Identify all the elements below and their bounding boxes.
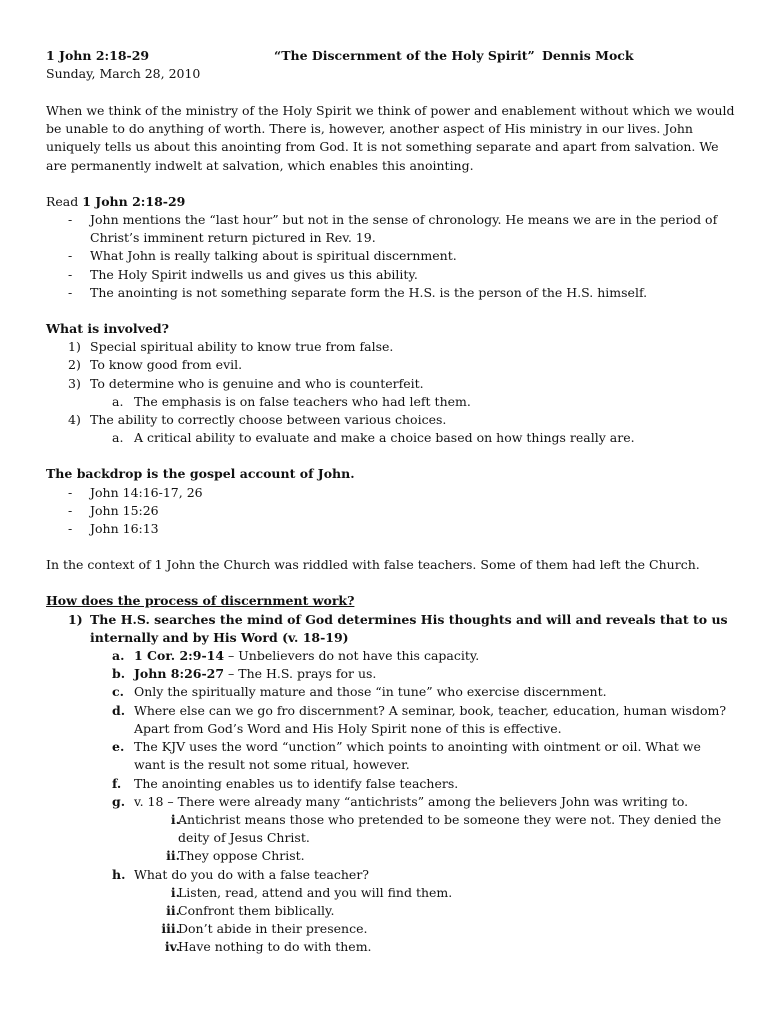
list-item-text: John mentions the “last hour” but not in the sense of chronology. He means we are in the period of Christ’s imminent return pictured in Rev. 19. <box>90 212 718 246</box>
dash-marker: - <box>68 266 73 282</box>
list-item-text: – Unbelievers do not have this capacity. <box>224 648 480 664</box>
list-marker: 1) <box>68 339 81 355</box>
roman-list-item <box>134 902 736 920</box>
list-marker: i. <box>170 884 180 900</box>
list-item <box>46 247 736 265</box>
list-marker: ii. <box>166 848 180 864</box>
list-item-text: The anointing enables us to identify false teachers. <box>134 775 459 791</box>
list-item <box>46 520 736 538</box>
list-item-text: The anointing is not something separate form the H.S. is the person of the H.S. himself. <box>90 284 648 300</box>
list-item-text: The H.S. searches the mind of God determines His thoughts and will and reveals that to us internally and by His Word (v. 18-19) <box>90 611 728 645</box>
list-marker: a. <box>112 393 124 409</box>
sub-list-item <box>90 775 736 793</box>
list-marker: 4) <box>68 412 81 428</box>
list-marker: h. <box>112 866 126 882</box>
list-item-text: v. 18 – There were already many “antichrists” among the believers John was writing to. <box>134 793 689 809</box>
list-marker: a. <box>112 648 125 664</box>
sermon-title: “The Discernment of the Holy Spirit” <box>274 48 535 63</box>
sub-list-item <box>90 702 736 738</box>
list-item-text: Have nothing to do with them. <box>178 939 372 955</box>
list-item <box>46 611 736 957</box>
involved-heading: What is involved? <box>46 321 169 337</box>
sub-list <box>90 429 736 447</box>
list-item-text: Confront them biblically. <box>178 902 335 918</box>
sub-list-item <box>90 866 736 957</box>
list-marker: a. <box>112 430 124 446</box>
list-item-text: Special spiritual ability to know true from false. <box>90 339 394 355</box>
involved-list <box>46 338 736 447</box>
list-item-text: To determine who is genuine and who is counterfeit. <box>90 375 424 391</box>
sub-list-item <box>90 393 736 411</box>
list-item <box>46 356 736 374</box>
read-prefix: Read <box>46 193 83 209</box>
dash-marker: - <box>68 521 73 537</box>
list-marker: b. <box>112 666 126 682</box>
intro-paragraph: When we think of the ministry of the Holy Spirit we think of power and enablement without which we would be unable to do anything of worth. There is, however, another aspect of His ministry in our lives. John uniquely tells us about this anointing from God. It is not something separate and apart from salvation. We are permanently indwelt at salvation, which enables this anointing. <box>46 103 735 173</box>
list-item <box>46 375 736 411</box>
roman-list-item <box>134 938 736 956</box>
list-item-text: John 14:16-17, 26 <box>90 484 203 500</box>
list-item-text: The emphasis is on false teachers who had left them. <box>134 393 471 409</box>
roman-list-item <box>134 920 736 938</box>
context-paragraph: In the context of 1 John the Church was riddled with false teachers. Some of them had left the Church. <box>46 557 700 573</box>
list-item-text: – The H.S. prays for us. <box>224 666 377 682</box>
process-heading: How does the process of discernment work? <box>46 593 355 609</box>
list-marker: 2) <box>68 357 81 373</box>
list-item <box>46 266 736 284</box>
read-points-list <box>46 211 736 302</box>
sub-list-item <box>90 647 736 665</box>
list-item-text: A critical ability to evaluate and make a choice based on how things really are. <box>134 430 635 446</box>
list-item <box>46 284 736 302</box>
roman-list-item <box>134 884 736 902</box>
list-marker: ii. <box>166 902 180 918</box>
sub-list-item <box>90 429 736 447</box>
sub-list <box>90 647 736 956</box>
dash-marker: - <box>68 484 73 500</box>
scripture-reference: 1 Cor. 2:9-14 <box>134 648 225 664</box>
document-header <box>46 47 726 67</box>
list-item-text: Only the spiritually mature and those “in tune” who exercise discernment. <box>134 684 607 700</box>
process-list <box>46 611 736 957</box>
dash-marker: - <box>68 284 73 300</box>
dash-marker: - <box>68 212 73 228</box>
list-marker: iv. <box>164 939 180 955</box>
list-item-text: What John is really talking about is spiritual discernment. <box>90 248 457 264</box>
list-item-text: John 16:13 <box>90 521 159 537</box>
list-marker: e. <box>112 739 125 755</box>
dash-marker: - <box>68 248 73 264</box>
list-marker: iii. <box>161 921 180 937</box>
backdrop-heading: The backdrop is the gospel account of John. <box>46 466 355 482</box>
backdrop-list <box>46 484 736 539</box>
list-item-text: Where else can we go fro discernment? A seminar, book, teacher, education, human wisdom? Apart from God’s Word and His Holy Spirit none of this is effective. <box>134 702 727 736</box>
sub-list <box>90 393 736 411</box>
list-marker: g. <box>112 793 126 809</box>
scripture-reference: John 8:26-27 <box>134 666 225 682</box>
list-item <box>46 484 736 502</box>
list-marker: i. <box>170 811 180 827</box>
list-item-text: The KJV uses the word “unction” which points to anointing with ointment or oil. What we want is the result not some ritual, however. <box>134 739 701 773</box>
list-item-text: What do you do with a false teacher? <box>134 866 369 882</box>
list-item-text: Don’t abide in their presence. <box>178 921 368 937</box>
list-item <box>46 211 736 247</box>
sub-list-item <box>90 665 736 683</box>
roman-list <box>134 811 736 866</box>
dash-marker: - <box>68 502 73 518</box>
read-reference: 1 John 2:18-29 <box>82 193 186 209</box>
header-reference: 1 John 2:18-29 <box>46 48 150 63</box>
list-item-text: The Holy Spirit indwells us and gives us this ability. <box>90 266 418 282</box>
roman-list-item <box>134 847 736 865</box>
sub-list-item <box>90 738 736 774</box>
list-item-text: Listen, read, attend and you will find them. <box>178 884 453 900</box>
list-item-text: John 15:26 <box>90 502 159 518</box>
list-marker: f. <box>112 775 122 791</box>
list-marker: c. <box>112 684 124 700</box>
list-marker: 3) <box>68 375 81 391</box>
document-body <box>46 102 736 957</box>
list-marker: 1) <box>68 611 83 627</box>
list-item <box>46 502 736 520</box>
sub-list-item <box>90 683 736 701</box>
roman-list-item <box>134 811 736 847</box>
list-item-text: They oppose Christ. <box>178 848 305 864</box>
list-item-text: To know good from evil. <box>90 357 243 373</box>
author-name: Dennis Mock <box>542 48 634 63</box>
list-item-text: Antichrist means those who pretended to be someone they were not. They denied the deity of Jesus Christ. <box>178 811 722 846</box>
sermon-date: Sunday, March 28, 2010 <box>46 66 201 81</box>
read-line <box>46 193 736 211</box>
list-item <box>46 411 736 447</box>
list-item-text: The ability to correctly choose between various choices. <box>90 412 447 428</box>
list-marker: d. <box>112 702 126 718</box>
sub-list-item <box>90 793 736 866</box>
roman-list <box>134 884 736 957</box>
list-item <box>46 338 736 356</box>
